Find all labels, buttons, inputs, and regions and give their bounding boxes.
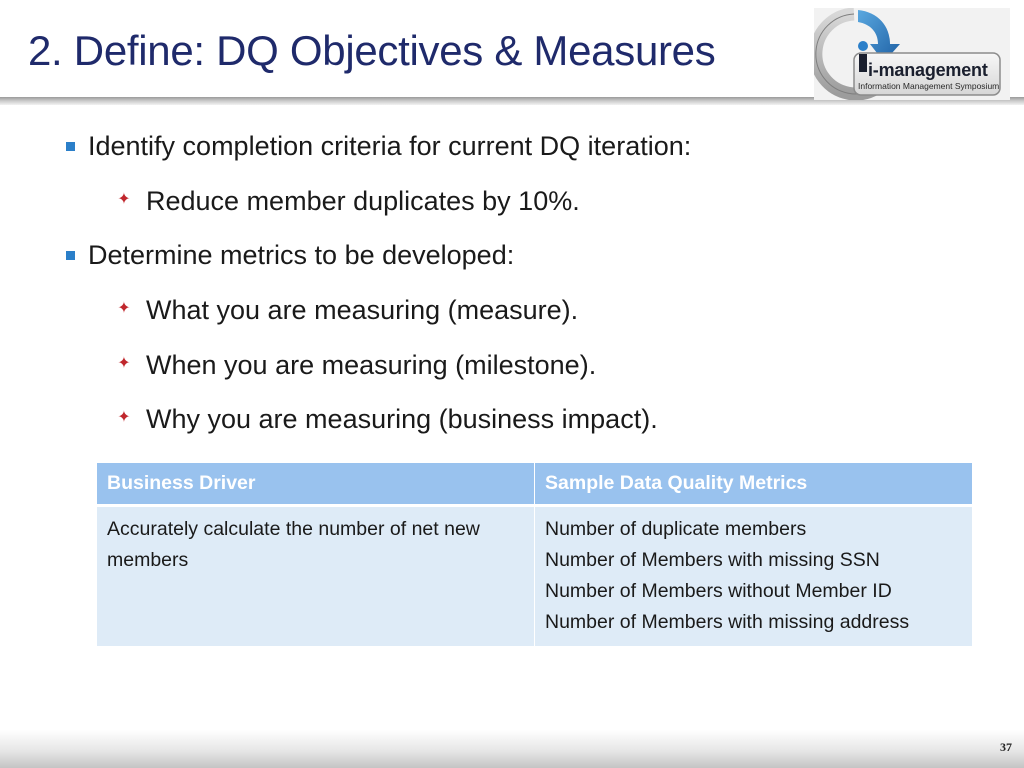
metric-item: Number of Members with missing address	[545, 611, 910, 633]
sub-bullet-text: What you are measuring (measure).	[146, 295, 579, 325]
star-bullet-icon: ✦	[117, 409, 131, 426]
logo-tagline: Information Management Symposium	[858, 81, 1000, 91]
metric-item: Number of duplicate members	[545, 518, 807, 540]
sub-bullet-text: When you are measuring (milestone).	[146, 350, 597, 380]
column-header-business-driver: Business Driver	[97, 463, 535, 506]
bullet-text: Determine metrics to be developed:	[88, 240, 515, 270]
star-bullet-icon: ✦	[117, 300, 131, 317]
bullet-determine-metrics	[88, 239, 514, 271]
square-bullet-icon	[66, 251, 75, 260]
sub-bullet-why	[117, 403, 658, 435]
metric-item: Number of Members without Member ID	[545, 580, 892, 602]
sub-bullet-reduce-duplicates	[117, 185, 580, 217]
sub-bullet-text: Reduce member duplicates by 10%.	[146, 186, 580, 216]
footer-bar	[0, 730, 1024, 768]
i-management-logo	[814, 8, 1010, 100]
table-header-row	[97, 463, 973, 506]
page-number: 37	[1000, 740, 1012, 754]
column-header-sample-metrics: Sample Data Quality Metrics	[535, 463, 973, 506]
sub-bullet-when	[117, 349, 597, 381]
table-row	[97, 506, 973, 647]
metrics-table	[96, 462, 973, 647]
star-bullet-icon: ✦	[117, 355, 131, 372]
business-driver-cell: Accurately calculate the number of net new members	[97, 506, 535, 647]
metric-item: Number of Members with missing SSN	[545, 549, 880, 571]
star-bullet-icon: ✦	[117, 191, 131, 208]
logo-wordmark: i-management	[868, 60, 988, 80]
sub-bullet-text: Why you are measuring (business impact).	[146, 404, 658, 434]
slide-title: 2. Define: DQ Objectives & Measures	[28, 27, 716, 74]
sub-bullet-what	[117, 294, 579, 326]
bullet-completion-criteria	[88, 130, 691, 162]
square-bullet-icon	[66, 142, 75, 151]
metrics-cell	[535, 506, 973, 647]
bullet-text: Identify completion criteria for current DQ iteration:	[88, 131, 692, 161]
